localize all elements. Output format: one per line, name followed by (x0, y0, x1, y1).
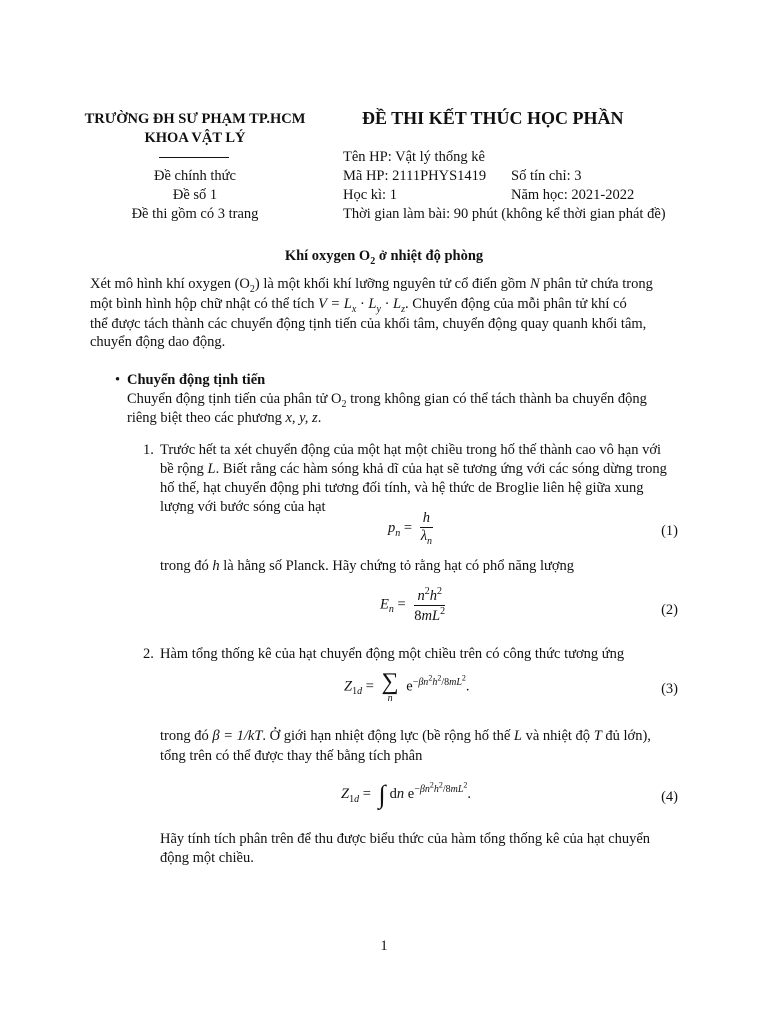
intro-line-1: Xét mô hình khí oxygen $(O_2)$ là một khối khí lưỡng nguyên tử cổ điển gồm N phân tử chứa trong (90, 276, 653, 295)
credits: Số tín chỉ: 3 (511, 168, 582, 184)
page-number: 1 (380, 938, 388, 954)
equation-2-number: (2) (661, 602, 678, 618)
equation-2: $E_n$ = $\frac{n^2h^2}{8mL^2}$ (380, 586, 446, 624)
section-title: Khí oxygen $O_2$ ở nhiệt độ phòng (284, 248, 484, 267)
page-count: Đề thi gồm có 3 trang (131, 206, 259, 222)
department-name: KHOA VẬT LÝ (144, 130, 246, 146)
item-2-number: 2. (143, 646, 154, 662)
equation-4-number: (4) (661, 789, 678, 805)
equation-1-number: (1) (661, 523, 678, 539)
intro-line-2: một bình hình hộp chữ nhật có thể tích $V = L_x \cdot L_y \cdot L_z$. Chuyển động của mỗi phân tử khí có (90, 296, 627, 315)
exam-number: Đề số 1 (172, 187, 218, 203)
course-code: Mã HP: 2111PHYS1419 (343, 168, 487, 184)
item-1-line-2: bề rộng L. Biết rằng các hàm sóng khả dĩ của hạt sẽ tương ứng với các sóng dừng trong (160, 461, 667, 477)
equation-3-number: (3) (661, 681, 678, 697)
item-1-after: trong đó h là hằng số Planck. Hãy chứng tỏ rằng hạt có phổ năng lượng (160, 558, 575, 574)
equation-1: $p_n$ = $\frac{h}{\lambda_n}$ (388, 510, 432, 547)
bullet-icon: • (115, 372, 121, 388)
duration: Thời gian làm bài: 90 phút (không kể thời gian phát đề) (343, 206, 666, 222)
intro-line-3: thể được tách thành các chuyển động tịnh tiến của khối tâm, chuyển động quay quanh khối tâm, (90, 316, 647, 332)
item-2-final-2: động một chiều. (160, 850, 254, 866)
exam-type: Đề chính thức (154, 168, 236, 184)
item-2-after-1: trong đó β = 1/kT. Ở giới hạn nhiệt động lực (bề rộng hố thế L và nhiệt độ T đủ lớn), (160, 728, 651, 744)
item-1-line-3: hố thế, hạt chuyển động phi tương đối tính, và hệ thức de Broglie liên hệ giữa xung (160, 480, 644, 496)
item-2-final-1: Hãy tính tích phân trên để thu được biểu thức của hàm tổng thống kê của hạt chuyển (160, 831, 651, 847)
item-1-line-1: Trước hết ta xét chuyển động của một hạt một chiều trong hố thế thành cao vô hạn với (160, 442, 662, 458)
equation-4: $Z_{1d}$ = ∫ dn $e^{-\beta n^2h^2/8mL^2}$. (341, 779, 472, 809)
header-divider (159, 157, 229, 158)
course-name: Tên HP: Vật lý thống kê (343, 149, 485, 165)
bullet-line-1: Chuyển động tịnh tiến của phân tử $O_2$ trong không gian có thể tách thành ba chuyển động (127, 391, 647, 410)
bullet-title: Chuyển động tịnh tiến (127, 372, 266, 388)
item-2-after-2: tổng trên có thể được thay thế bằng tích phân (160, 748, 423, 764)
exam-title: ĐỀ THI KẾT THÚC HỌC PHẦN (362, 108, 624, 128)
equation-3: $Z_{1d}$ = ∑ n $e^{-\beta n^2h^2/8mL^2}$. (344, 669, 470, 704)
intro-line-4: chuyển động dao động. (90, 334, 226, 350)
item-1-line-4: lượng với bước sóng của hạt (160, 499, 326, 515)
item-1-number: 1. (143, 442, 154, 458)
item-2-line-1: Hàm tổng thống kê của hạt chuyển động một chiều trên có công thức tương ứng (160, 646, 625, 662)
semester: Học kì: 1 (343, 187, 397, 203)
bullet-line-2: riêng biệt theo các phương x, y, z. (127, 410, 322, 426)
school-year: Năm học: 2021-2022 (511, 187, 635, 203)
school-name: TRƯỜNG ĐH SƯ PHẠM TP.HCM (84, 111, 306, 127)
